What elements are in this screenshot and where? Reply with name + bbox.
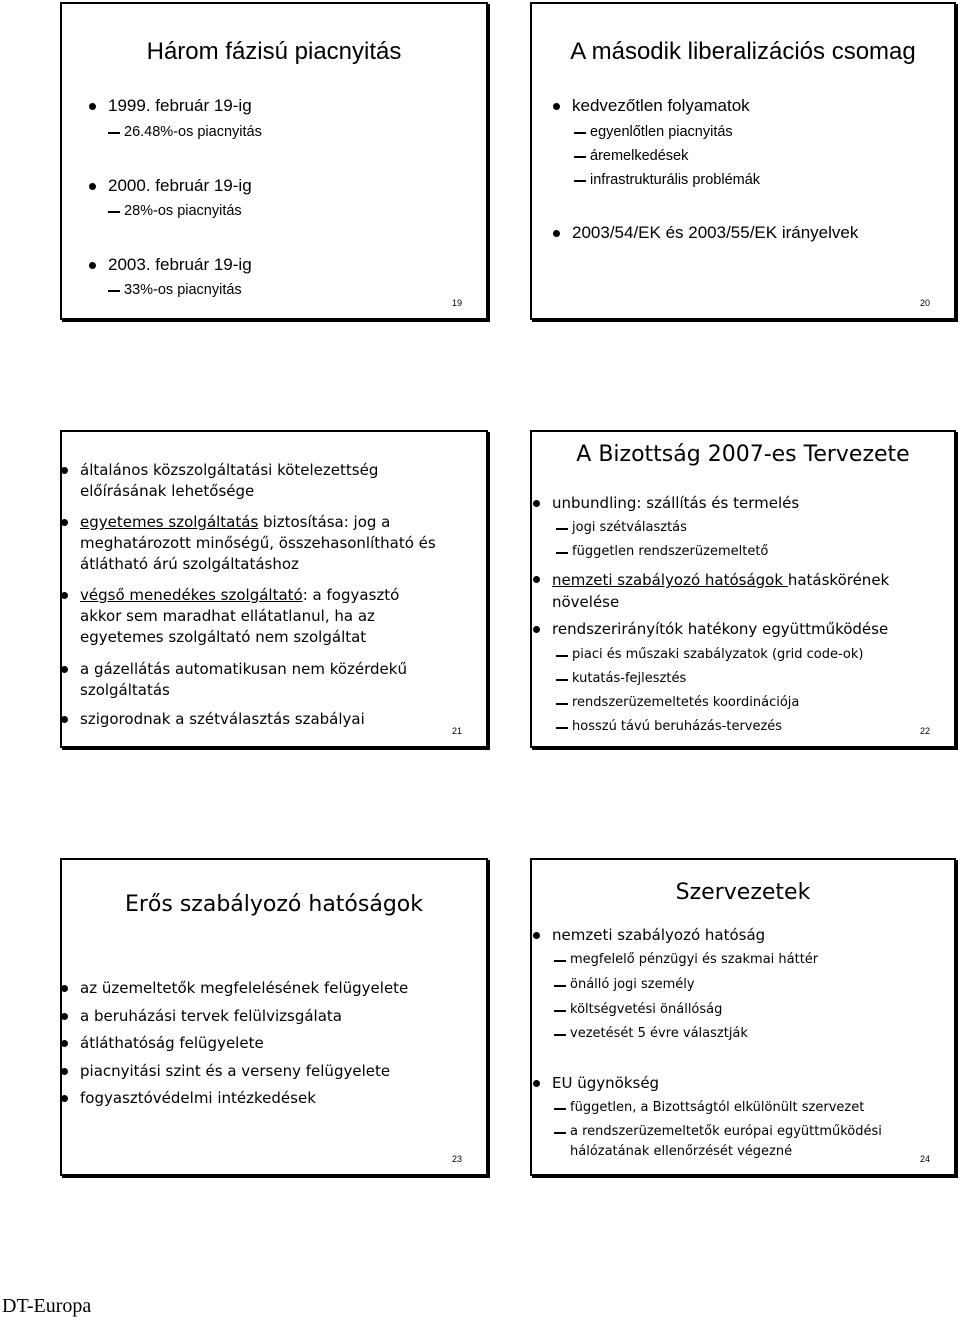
slide-number: 20 — [919, 298, 930, 308]
bullet-item: a gázellátás automatikusan nem közérdekű szolgáltatás — [80, 660, 407, 699]
sub-bullet-item: 26.48%-os piacnyitás — [124, 124, 262, 140]
bullet-item: a beruházási tervek felülvizsgálata — [80, 1007, 342, 1025]
sub-bullet-item: hosszú távú beruházás-tervezés — [572, 717, 782, 737]
bullet-item: 1999. február 19-ig — [108, 96, 252, 115]
slide-19 — [60, 2, 488, 320]
bullet-item: végső menedékes szolgáltató: a fogyasztó akkor sem maradhat ellátatlanul, ha az egyetemes szolgáltató nem szolgáltat — [80, 586, 400, 646]
slide-number: 19 — [451, 298, 462, 308]
sub-bullet-item: független rendszerüzemeltető — [572, 542, 768, 562]
defined-term: végső menedékes szolgáltató — [80, 586, 303, 604]
bullet-item: egyetemes szolgáltatás biztosítása: jog a meghatározott minőségű, összehasonlítható és átlátható árú szolgáltatáshoz — [80, 513, 436, 573]
slide-number: 21 — [451, 726, 462, 736]
slide-number: 22 — [919, 726, 930, 736]
sub-bullet-item: infrastrukturális problémák — [590, 172, 761, 188]
slide-21 — [60, 430, 488, 748]
bullet-item: szigorodnak a szétválasztás szabályai — [80, 710, 365, 728]
bullet-item: piacnyitási szint és a verseny felügyelete — [80, 1062, 391, 1080]
defined-term: egyetemes szolgáltatás — [80, 513, 259, 531]
sub-bullet-item: 33%-os piacnyitás — [124, 282, 242, 298]
bullet-item: nemzeti szabályozó hatóság — [552, 926, 766, 944]
sub-bullet-item: megfelelő pénzügyi és szakmai háttér — [570, 950, 818, 970]
bullet-item: az üzemeltetők megfelelésének felügyelete — [80, 979, 409, 997]
slide-20 — [530, 2, 956, 320]
slide-24 — [530, 858, 956, 1176]
slide-number: 24 — [919, 1154, 930, 1164]
bullet-item: átláthatóság felügyelete — [80, 1034, 264, 1052]
sub-bullet-item: kutatás-fejlesztés — [572, 669, 686, 689]
slide-title: A második liberalizációs csomag — [570, 38, 916, 65]
bullet-item: kedvezőtlen folyamatok — [572, 96, 750, 115]
sub-bullet-item: 28%-os piacnyitás — [124, 203, 242, 219]
slide-23 — [60, 858, 488, 1176]
sub-bullet-item: rendszerüzemeltetés koordinációja — [572, 693, 799, 713]
bullet-item: 2003/54/EK és 2003/55/EK irányelvek — [572, 223, 859, 242]
footer-watermark: DT-Europa — [2, 1295, 92, 1317]
bullet-item: EU ügynökség — [552, 1074, 660, 1092]
slide-22 — [530, 430, 956, 748]
sub-bullet-item: áremelkedések — [590, 148, 689, 164]
slide-title: Szervezetek — [675, 880, 811, 905]
bullet-item: 2003. február 19-ig — [108, 255, 252, 274]
sub-bullet-item: egyenlőtlen piacnyitás — [590, 124, 733, 140]
bullet-item: rendszerirányítók hatékony együttműködése — [552, 620, 889, 638]
bullet-item: nemzeti szabályozó hatóságok hatáskörének növelése — [552, 571, 890, 611]
slide-title: Erős szabályozó hatóságok — [124, 892, 423, 917]
defined-term: nemzeti szabályozó hatóságok — [552, 571, 788, 589]
sub-bullet-item: önálló jogi személy — [570, 975, 695, 995]
slide-number: 23 — [451, 1154, 462, 1164]
bullet-item: fogyasztóvédelmi intézkedések — [80, 1089, 316, 1107]
slide-title: Három fázisú piacnyitás — [146, 38, 402, 65]
bullet-item: unbundling: szállítás és termelés — [552, 494, 800, 512]
sub-bullet-item: vezetését 5 évre választják — [570, 1024, 748, 1044]
bullet-item: általános közszolgáltatási kötelezettség előírásának lehetősége — [80, 461, 379, 500]
bullet-item: 2000. február 19-ig — [108, 176, 252, 195]
sub-bullet-item: költségvetési önállóság — [570, 1000, 722, 1020]
slide-title: A Bizottság 2007-es Tervezete — [576, 442, 910, 467]
sub-bullet-item: piaci és műszaki szabályzatok (grid code-ok) — [572, 645, 863, 665]
sub-bullet-item: független, a Bizottságtól elkülönült szervezet — [570, 1098, 864, 1118]
sub-bullet-item: jogi szétválasztás — [572, 518, 687, 538]
sub-bullet-item: a rendszerüzemeltetők európai együttműködési hálózatának ellenőrzését végezné — [570, 1122, 882, 1162]
